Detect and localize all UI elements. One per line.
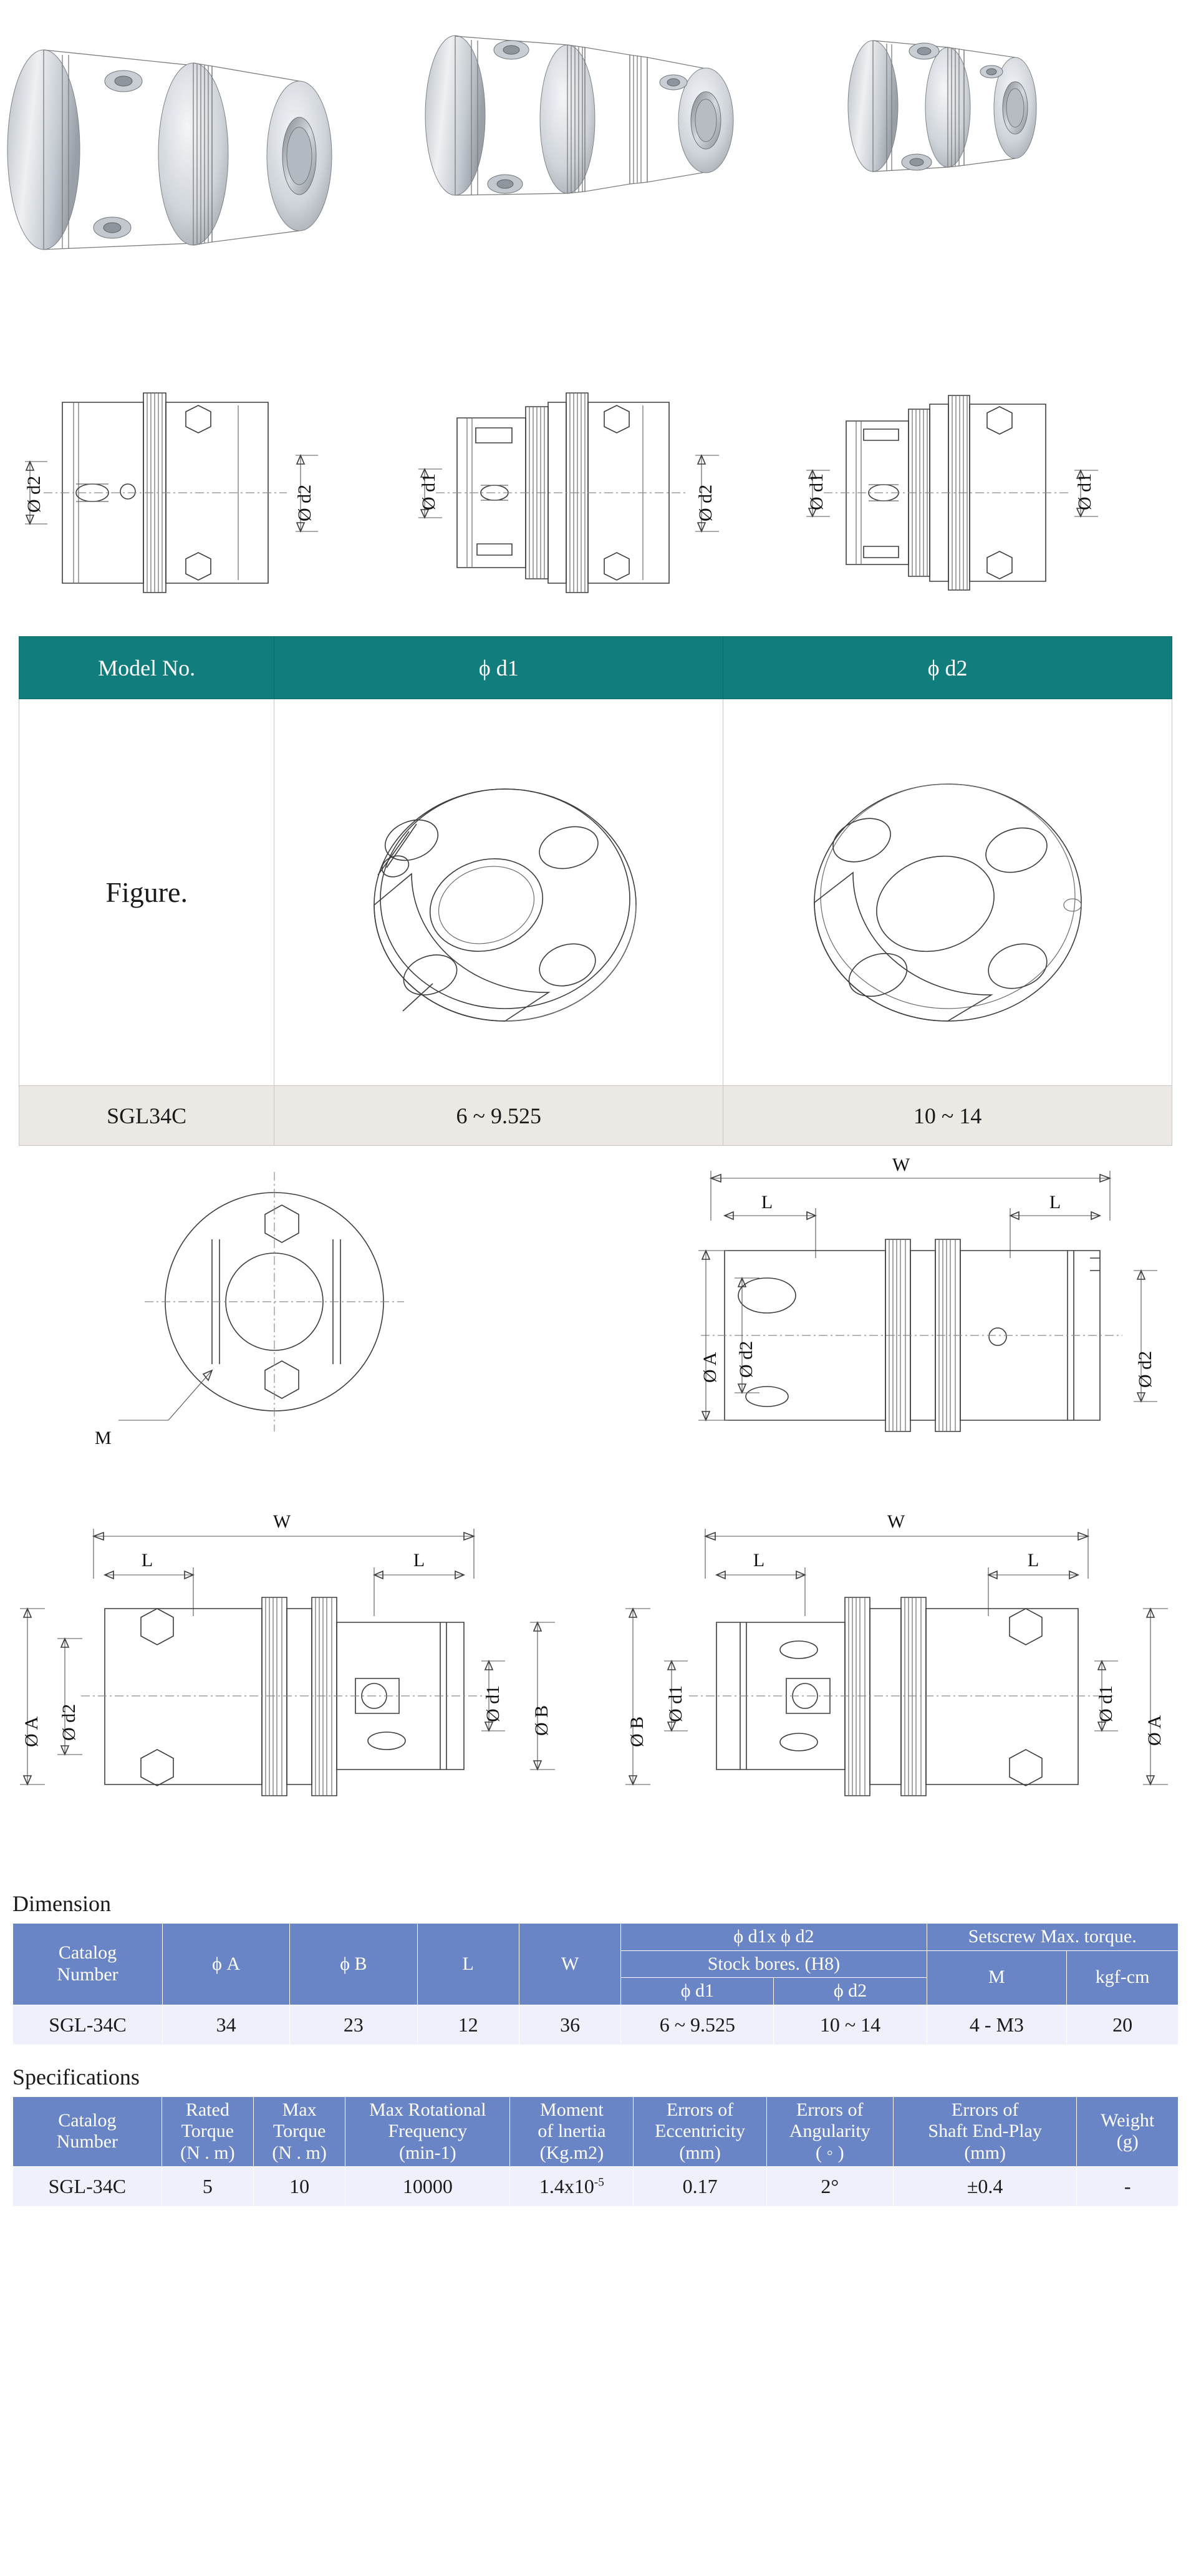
dim-cell-catalog: SGL-34C <box>13 2005 163 2045</box>
model-table-value-row <box>19 1086 1172 1146</box>
dim-header-setscrew-group: Setscrew Max. torque. <box>927 1924 1178 1951</box>
model-d1-value: 6 ~ 9.525 <box>274 1086 723 1146</box>
model-table-header-row <box>19 637 1172 699</box>
dim-header-b: ϕ B <box>290 1924 417 2005</box>
sketch-d1-d1 <box>796 368 1172 624</box>
spec-header-weight-line2: (g) <box>1116 2131 1139 2152</box>
specifications-table <box>12 2096 1179 2207</box>
dim-cell-d2: 10 ~ 14 <box>774 2005 927 2045</box>
side-view-2-b: Ø B <box>531 1705 552 1736</box>
spec-header-errors-angularity <box>766 2096 893 2167</box>
model-table-header-d2: ϕ d2 <box>723 637 1172 699</box>
model-d2-value: 10 ~ 14 <box>723 1086 1172 1146</box>
spec-cell-weight: - <box>1077 2167 1179 2207</box>
dim-cell-a: 34 <box>163 2005 290 2045</box>
dim-header-d2: ϕ d2 <box>774 1978 927 2005</box>
model-table-figure-row <box>19 699 1172 1086</box>
dim-header-stock-bores: Stock bores. (H8) <box>621 1950 927 1978</box>
dim-header-w: W <box>519 1924 620 2005</box>
spec-header-moment-of-inertia <box>510 2096 634 2167</box>
spec-header-max-torque <box>253 2096 345 2167</box>
spec-header-mrf-line2: Frequency <box>388 2121 468 2141</box>
spec-cell-errors-shaft-end-play: ±0.4 <box>893 2167 1077 2207</box>
technical-drawing-area <box>0 1146 1191 1872</box>
side-view-3-a: Ø A <box>1144 1715 1165 1746</box>
figure-d2-cell <box>723 699 1172 1086</box>
spec-header-mrf-unit: (min-1) <box>398 2142 456 2163</box>
spec-header-weight-line1: Weight <box>1101 2109 1155 2131</box>
spec-header-sep-line1: Errors of <box>951 2099 1019 2120</box>
spec-cell-moment-of-inertia <box>510 2167 634 2207</box>
render-row <box>0 0 1191 362</box>
spec-header-weight <box>1077 2096 1179 2167</box>
spec-header-sep-unit: (mm) <box>964 2142 1006 2163</box>
figure-label-cell: Figure. <box>19 699 274 1086</box>
side-view-1-d2-left: Ø d2 <box>736 1340 756 1378</box>
side-view-2-a: Ø A <box>21 1716 42 1747</box>
spec-header-ecc-line1: Errors of <box>666 2099 734 2120</box>
sketch3-left-label: Ø d1 <box>806 473 827 510</box>
side-view-3-l-left: L <box>753 1550 765 1571</box>
sketch1-right-label: Ø d2 <box>294 484 315 521</box>
tech-row-1 <box>0 1146 1191 1495</box>
coupling-render-double-disc <box>412 6 798 356</box>
side-view-3-d1-left: Ø d1 <box>665 1685 686 1722</box>
spec-cell-catalog: SGL-34C <box>13 2167 162 2207</box>
spec-header-ecc-unit: (mm) <box>679 2142 721 2163</box>
side-view-w-b-d1-d1-a <box>596 1498 1191 1872</box>
dim-header-a: ϕ A <box>163 1924 290 2005</box>
spec-cell-max-torque: 10 <box>253 2167 345 2207</box>
spec-header-ang-unit: ( ◦ ) <box>815 2142 844 2163</box>
front-view-drawing <box>0 1146 561 1495</box>
table-row <box>13 2167 1179 2207</box>
table-row <box>13 2005 1179 2045</box>
sketch1-left-label: Ø d2 <box>24 475 44 513</box>
spec-header-errors-eccentricity <box>634 2096 766 2167</box>
side-view-1-l-right: L <box>1049 1192 1061 1213</box>
spec-header-moi-line1: Moment <box>540 2099 604 2120</box>
dim-header-d1: ϕ d1 <box>621 1978 774 2005</box>
side-view-1-w: W <box>892 1155 910 1175</box>
spec-header-max-torque-line1: Max <box>282 2099 317 2120</box>
dimension-section-title: Dimension <box>12 1891 111 1916</box>
tech-row-2 <box>0 1498 1191 1872</box>
spec-header-ang-line2: Angularity <box>789 2121 870 2141</box>
side-view-2-l-right: L <box>413 1550 425 1571</box>
spec-header-max-torque-line2: Torque <box>272 2121 326 2141</box>
spec-cell-rated-torque: 5 <box>162 2167 253 2207</box>
spec-cell-max-rotational-frequency: 10000 <box>345 2167 510 2207</box>
spec-header-catalog-line1: Catalog <box>58 2109 117 2131</box>
dim-header-catalog-line1: Catalog <box>58 1942 117 1963</box>
dim-cell-d1: 6 ~ 9.525 <box>621 2005 774 2045</box>
side-view-3-l-right: L <box>1027 1550 1039 1571</box>
spec-table-header-row <box>13 2096 1179 2167</box>
sketch2-right-label: Ø d2 <box>695 484 716 521</box>
specifications-section-title: Specifications <box>12 2064 140 2089</box>
sketch-d2-d2 <box>19 368 395 624</box>
coupling-render-screw-type <box>817 6 1191 356</box>
dim-cell-l: 12 <box>417 2005 519 2045</box>
coupling-render-single-disc <box>6 6 393 356</box>
dimension-table <box>12 1923 1179 2045</box>
side-view-3-w: W <box>887 1511 905 1532</box>
dim-cell-b: 23 <box>290 2005 417 2045</box>
spec-cell-errors-eccentricity: 0.17 <box>634 2167 766 2207</box>
sketch2-left-label: Ø d1 <box>418 473 440 510</box>
model-table-header-model: Model No. <box>19 637 274 699</box>
side-view-1-l-left: L <box>761 1192 773 1213</box>
side-view-w-a-d2-d1-b <box>0 1498 596 1872</box>
dim-header-catalog <box>13 1924 163 2005</box>
side-view-3-b: Ø B <box>627 1716 647 1747</box>
side-view-2-l-left: L <box>141 1550 153 1571</box>
side-view-w-a-d2-d2 <box>561 1146 1191 1495</box>
dimension-sketch-row <box>0 362 1191 624</box>
front-view-label-m: M <box>95 1428 112 1448</box>
spec-cell-errors-angularity: 2° <box>766 2167 893 2207</box>
spec-header-ecc-line2: Eccentricity <box>655 2121 746 2141</box>
side-view-2-d2: Ø d2 <box>59 1703 79 1741</box>
dim-header-l: L <box>417 1924 519 2005</box>
dim-cell-w: 36 <box>519 2005 620 2045</box>
dim-header-kgfcm: kgf-cm <box>1067 1950 1179 2005</box>
spec-header-rated-torque-unit: (N . m) <box>180 2142 235 2163</box>
spec-header-ang-line1: Errors of <box>796 2099 864 2120</box>
spec-header-moi-unit: (Kg.m2) <box>539 2142 604 2163</box>
side-view-2-w: W <box>272 1511 291 1532</box>
dim-header-catalog-line2: Number <box>57 1963 118 1985</box>
moi-exponent: -5 <box>594 2176 604 2189</box>
side-view-2-d1: Ø d1 <box>483 1685 503 1722</box>
spec-header-catalog <box>13 2096 162 2167</box>
spec-header-mrf-line1: Max Rotational <box>369 2099 486 2120</box>
spec-header-sep-line2: Shaft End-Play <box>928 2121 1042 2141</box>
spec-header-max-torque-unit: (N . m) <box>272 2142 327 2163</box>
dim-cell-kgfcm: 20 <box>1067 2005 1179 2045</box>
sketch3-right-label: Ø d1 <box>1074 473 1095 510</box>
side-view-1-d2-right: Ø d2 <box>1135 1350 1155 1388</box>
side-view-1-a: Ø A <box>700 1352 720 1383</box>
spec-header-rated-torque <box>162 2096 253 2167</box>
dim-header-m: M <box>927 1950 1067 2005</box>
spec-header-catalog-line2: Number <box>56 2131 118 2152</box>
model-table-header-d1: ϕ d1 <box>274 637 723 699</box>
spec-header-errors-shaft-end-play <box>893 2096 1077 2167</box>
dimension-table-header-row-1 <box>13 1924 1179 1951</box>
moi-base: 1.4x10 <box>539 2175 594 2197</box>
model-number-value: SGL34C <box>19 1086 274 1146</box>
figure-d1-cell <box>274 699 723 1086</box>
dim-header-bores-group: ϕ d1x ϕ d2 <box>621 1924 927 1951</box>
spec-header-moi-line2: of lnertia <box>538 2121 606 2141</box>
side-view-3-d1-right: Ø d1 <box>1096 1685 1116 1722</box>
spec-header-rated-torque-line2: Torque <box>181 2121 234 2141</box>
sketch-d1-d2 <box>407 368 783 624</box>
model-bore-table <box>19 636 1172 1146</box>
spec-header-rated-torque-line1: Rated <box>185 2099 229 2120</box>
dim-cell-m: 4 - M3 <box>927 2005 1067 2045</box>
spec-header-max-rotational-frequency <box>345 2096 510 2167</box>
